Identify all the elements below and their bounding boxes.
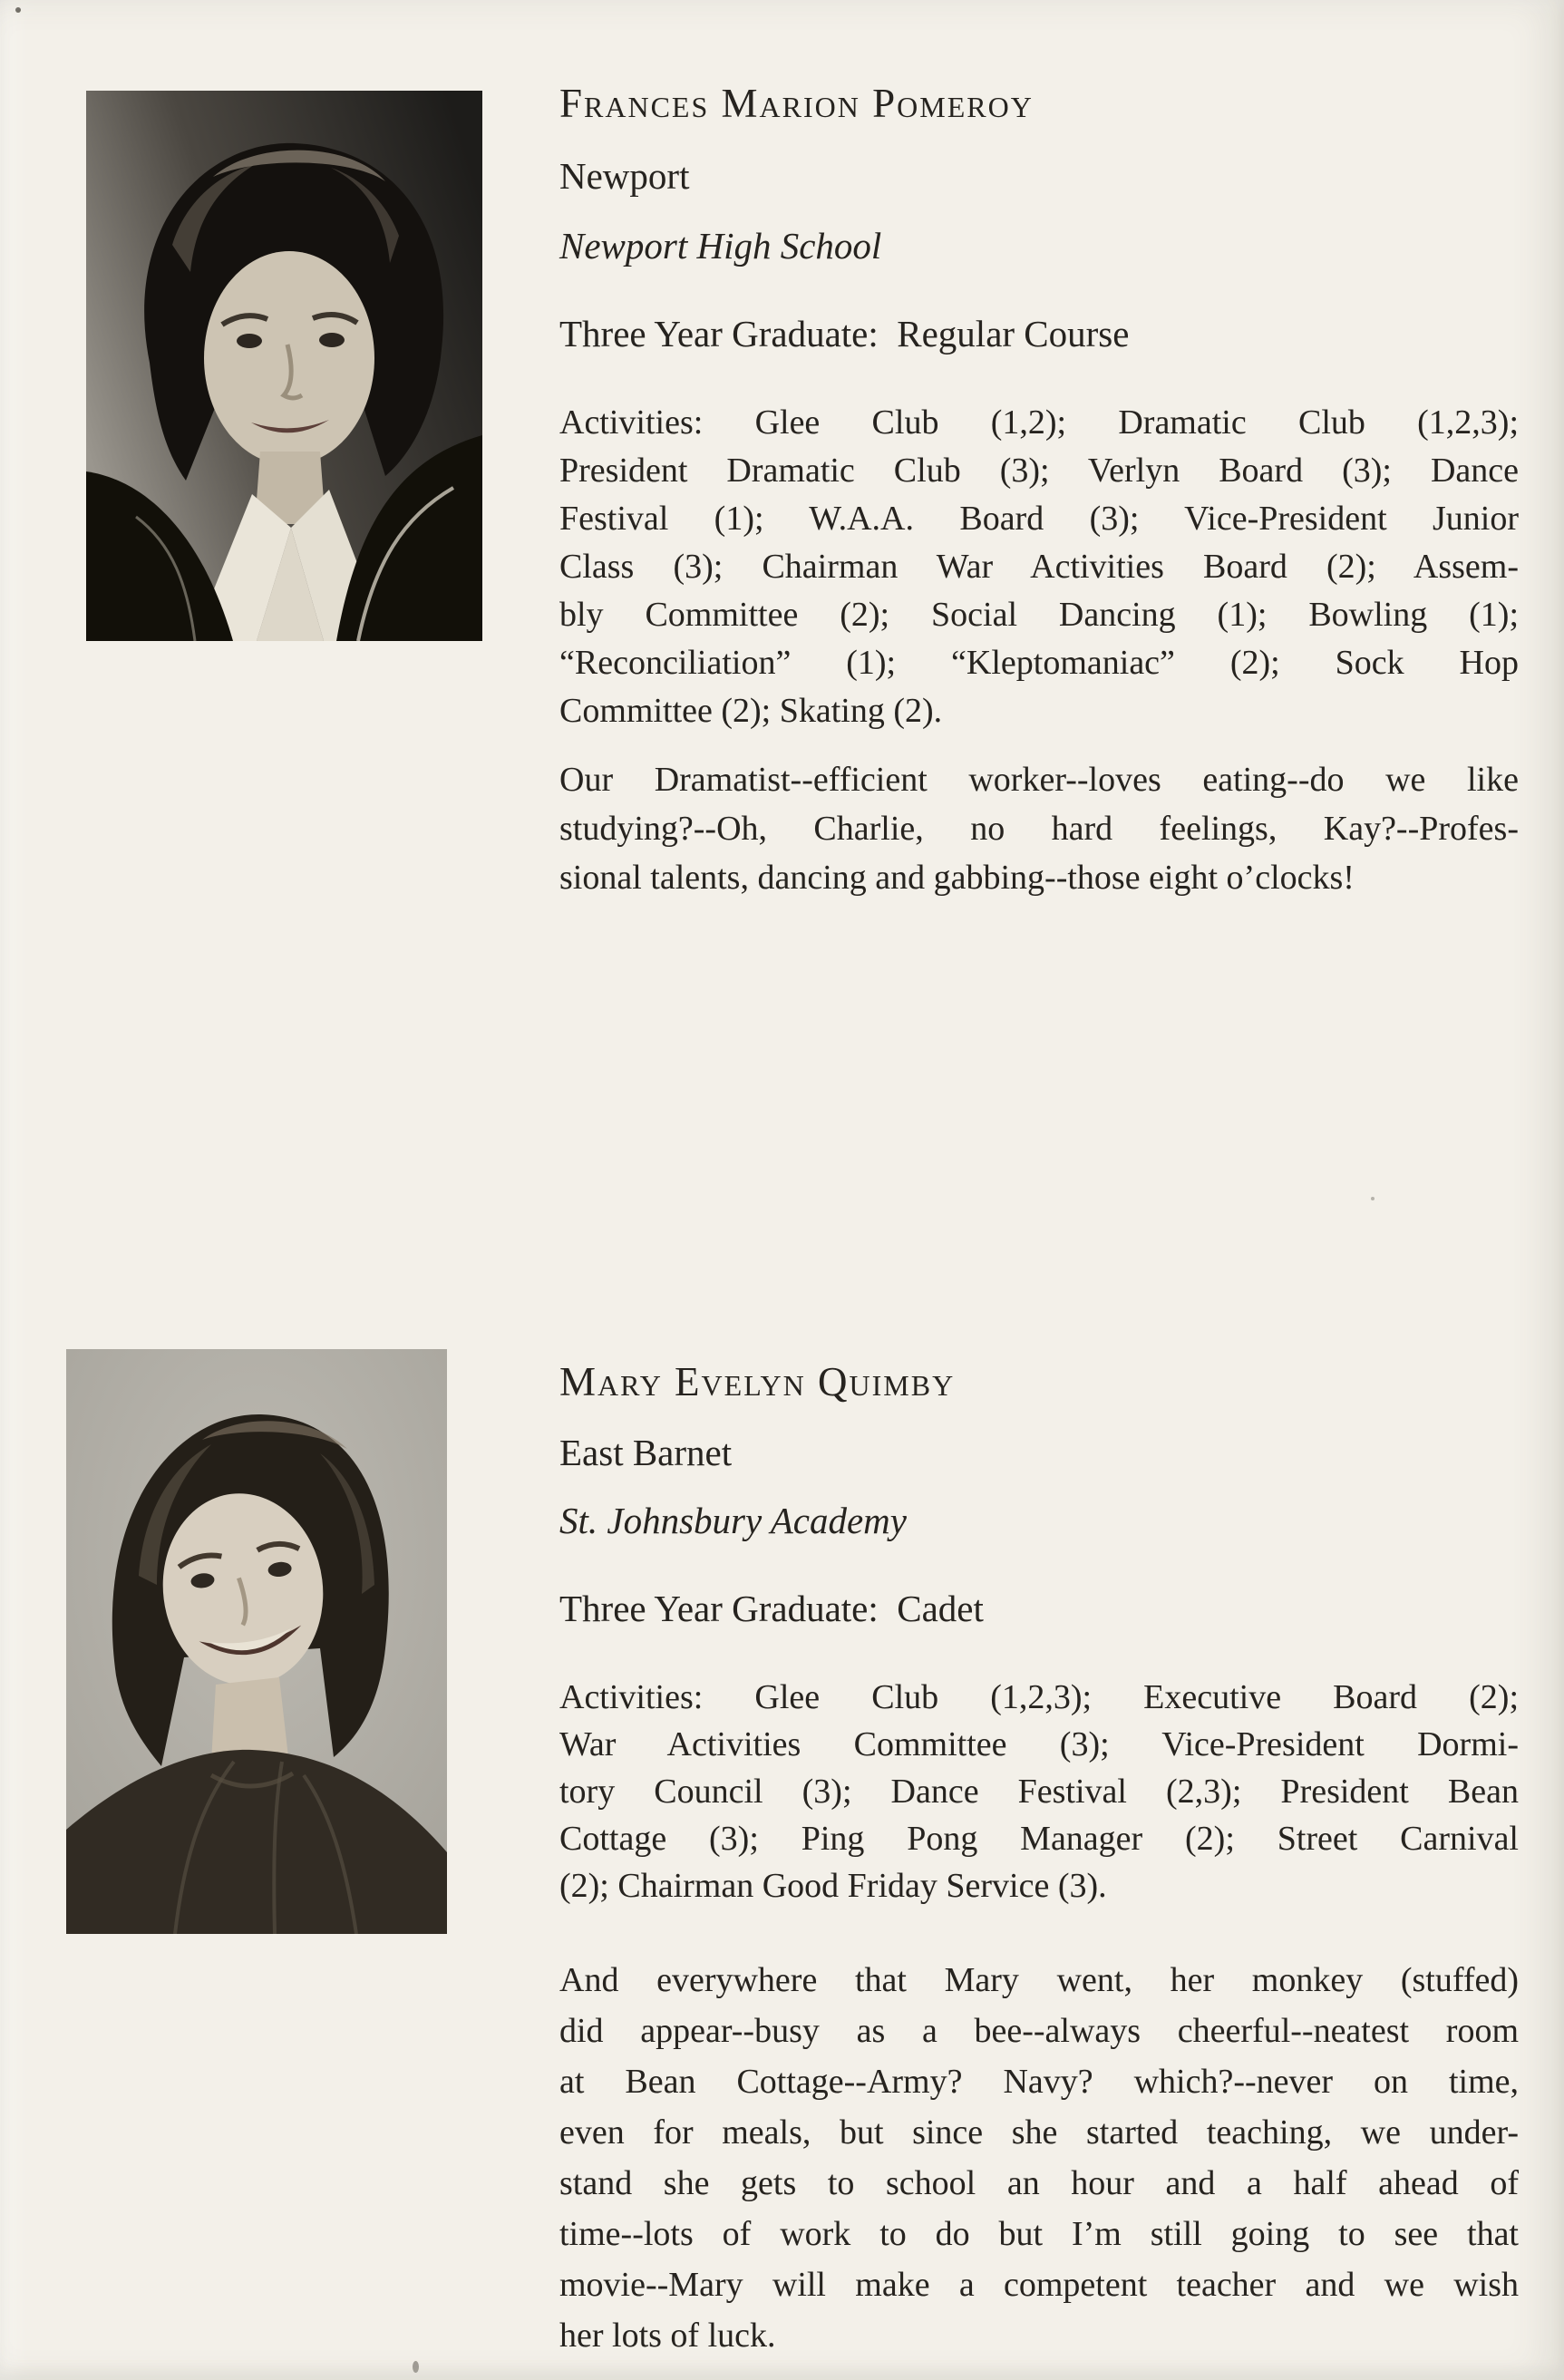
activities-line: Cottage (3); Ping Pong Manager (2); Street Carnival: [559, 1820, 1519, 1858]
graduate-course-line: Three Year Graduate: Cadet: [559, 1588, 984, 1629]
activities-line: Festival (1); W.A.A. Board (3); Vice-President Junior: [559, 500, 1519, 538]
description-line: movie--Mary will make a competent teacher and we wish: [559, 2266, 1519, 2304]
description-paragraph: [559, 1955, 1519, 2361]
scan-speck: [1371, 1197, 1375, 1200]
activities-paragraph: [559, 1674, 1519, 1909]
student-hometown: Newport: [559, 155, 690, 197]
description-paragraph: [559, 755, 1519, 902]
activities-line: Activities: Glee Club (1,2); Dramatic Club (1,2,3);: [559, 403, 1519, 442]
student-name: Frances Marion Pomeroy: [559, 81, 1034, 126]
description-line: sional talents, dancing and gabbing--those eight o’clocks!: [559, 859, 1355, 897]
portrait-photo-mary: [66, 1349, 447, 1934]
activities-line: War Activities Committee (3); Vice-President Dormi-: [559, 1725, 1519, 1763]
activities-line: bly Committee (2); Social Dancing (1); Bowling (1);: [559, 596, 1519, 634]
activities-line: “Reconciliation” (1); “Kleptomaniac” (2); Sock Hop: [559, 644, 1519, 682]
activities-line: President Dramatic Club (3); Verlyn Board (3); Dance: [559, 452, 1519, 490]
activities-line: Activities: Glee Club (1,2,3); Executive Board (2);: [559, 1678, 1519, 1716]
description-line: her lots of luck.: [559, 2317, 776, 2355]
student-name: Mary Evelyn Quimby: [559, 1359, 956, 1404]
description-line: at Bean Cottage--Army? Navy? which?--never on time,: [559, 2063, 1519, 2101]
description-line: did appear--busy as a bee--always cheerful--neatest room: [559, 2012, 1519, 2050]
description-line: time--lots of work to do but I’m still going to see that: [559, 2215, 1519, 2253]
student-prior-school: Newport High School: [559, 225, 882, 267]
portrait-illustration: [66, 1349, 447, 1934]
description-line: And everywhere that Mary went, her monkey (stuffed): [559, 1961, 1519, 1999]
scan-speck: [15, 7, 21, 13]
description-line: Our Dramatist--efficient worker--loves eating--do we like: [559, 761, 1519, 799]
activities-paragraph: [559, 399, 1519, 735]
activities-line: tory Council (3); Dance Festival (2,3); President Bean: [559, 1773, 1519, 1811]
activities-line: Committee (2); Skating (2).: [559, 692, 943, 730]
description-line: stand she gets to school an hour and a half ahead of: [559, 2164, 1519, 2202]
student-prior-school: St. Johnsbury Academy: [559, 1500, 907, 1541]
student-hometown: East Barnet: [559, 1432, 733, 1473]
portrait-photo-frances: [86, 91, 482, 641]
description-line: studying?--Oh, Charlie, no hard feelings, Kay?--Profes-: [559, 810, 1519, 848]
description-line: even for meals, but since she started teaching, we under-: [559, 2113, 1519, 2152]
scan-speck: [413, 2361, 419, 2373]
portrait-illustration: [86, 91, 482, 641]
activities-line: (2); Chairman Good Friday Service (3).: [559, 1867, 1107, 1905]
activities-line: Class (3); Chairman War Activities Board (2); Assem-: [559, 548, 1519, 586]
graduate-course-line: Three Year Graduate: Regular Course: [559, 313, 1130, 355]
